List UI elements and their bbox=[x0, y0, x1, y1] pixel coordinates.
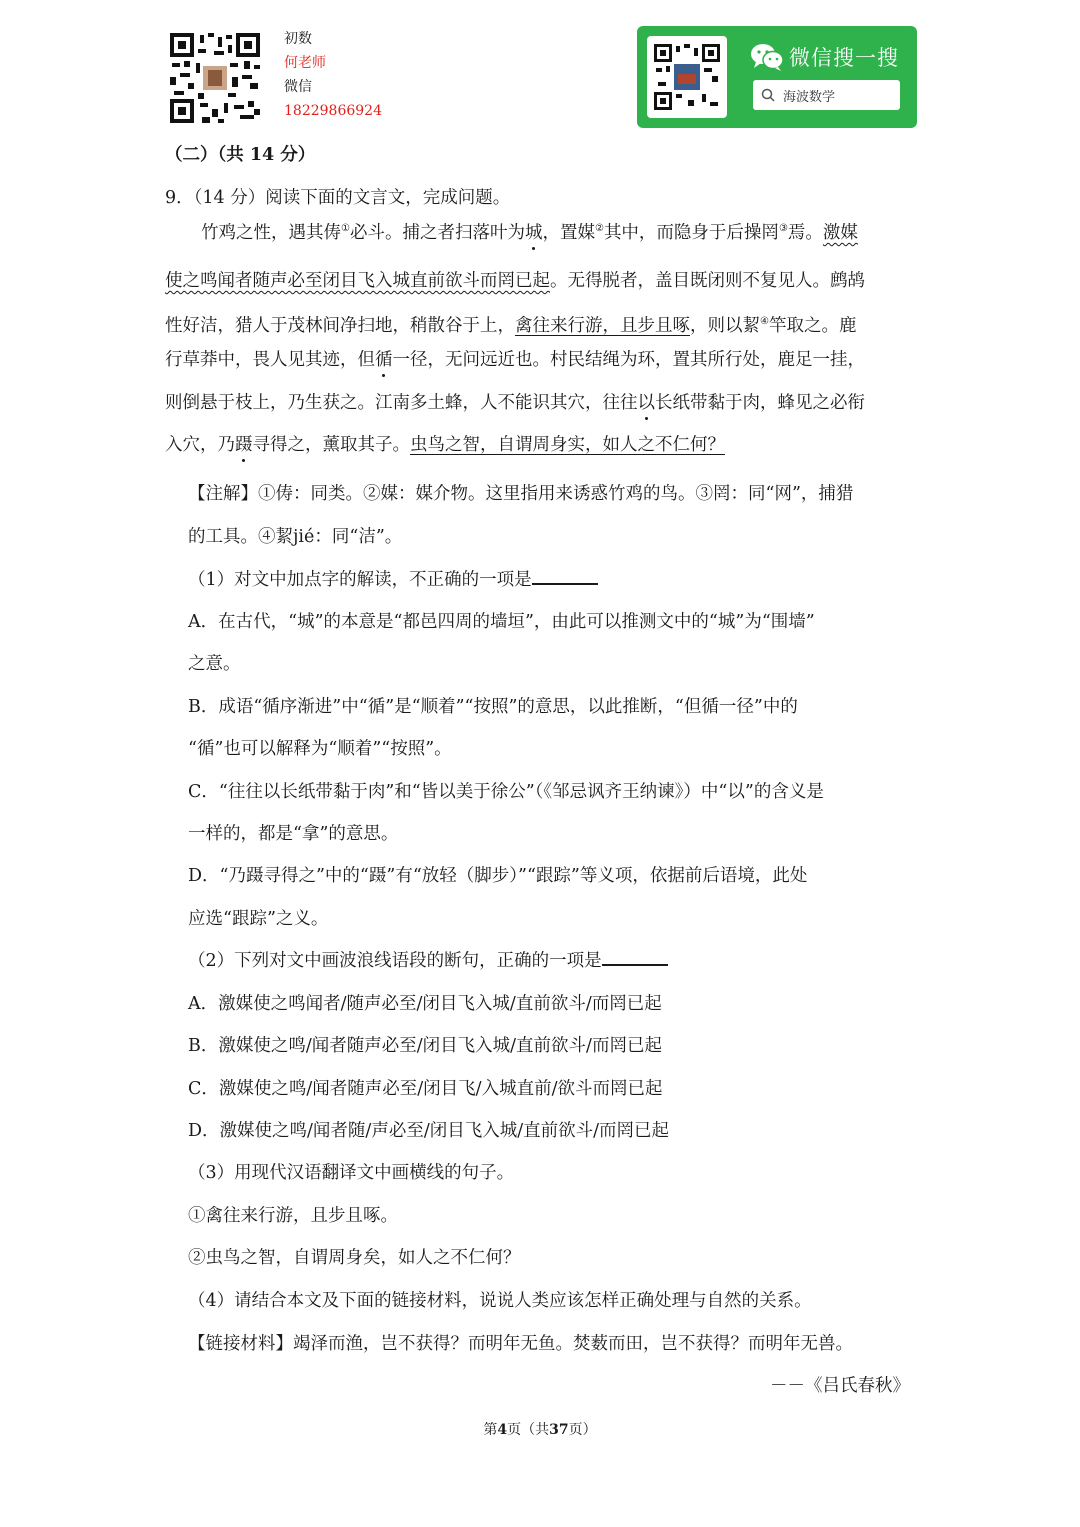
sub2-option-b: B．激媒使之鸣/闻者随声必至/闭目飞入城/直前欲斗/而罔已起 bbox=[188, 1036, 662, 1056]
wavy-underlined-text: 激媒 bbox=[822, 223, 858, 243]
sub4-stem: （4）请结合本文及下面的链接材料，说说人类应该怎样正确处理与自然的关系。 bbox=[188, 1291, 812, 1311]
wechat-logo-icon bbox=[750, 42, 784, 72]
sub1-option-b: B．成语“循序渐进”中“循”是“顺着”“按照”的意思，以此推断，“但循一径”中的 bbox=[188, 697, 798, 717]
sub1-option-b-cont: “循”也可以解释为“顺着”“按照”。 bbox=[188, 739, 452, 759]
notes-line-2: 的工具。④絜jié：同“洁”。 bbox=[188, 527, 403, 547]
wechat-qr-code bbox=[647, 36, 727, 118]
sub3-stem: （3）用现代汉语翻译文中画横线的句子。 bbox=[188, 1163, 515, 1183]
answer-blank[interactable] bbox=[602, 948, 668, 966]
sub3-item-1: ①禽往来行游，且步且啄。 bbox=[188, 1206, 398, 1226]
underlined-sentence-2: 虫鸟之智，自谓周身实，如人之不仁何？ bbox=[410, 435, 725, 455]
contact-qr-code bbox=[170, 33, 260, 123]
wechat-search-text: 海波数学 bbox=[783, 90, 836, 105]
sub1-option-d-cont: 应选“跟踪”之义。 bbox=[188, 909, 329, 929]
passage-line-3: 性好洁，猎人于茂林间净扫地，稍散谷于上，禽往来行游，且步且啄，则以絜④竿取之。鹿 bbox=[165, 316, 857, 336]
contact-wechat-label: 微信 bbox=[284, 79, 312, 95]
answer-blank[interactable] bbox=[532, 567, 598, 585]
sub1-option-c: C．“往往以长纸带黏于肉”和“皆以美于徐公”（《邹忌讽齐王纳谏》）中“以”的含义是 bbox=[188, 782, 824, 802]
page-number: 4 bbox=[497, 1422, 508, 1438]
passage-line-1: 竹鸡之性，遇其俦①必斗。捕之者扫落叶为城，置媒②其中，而隐身于后操罔③焉。激媒 bbox=[201, 223, 858, 243]
sub1-option-a: A．在古代，“城”的本意是“都邑四周的墙垣”，由此可以推测文中的“城”为“围墙” bbox=[188, 612, 815, 632]
notes-line-1: 【注解】①俦：同类。②媒：媒介物。这里指用来诱惑竹鸡的鸟。③罔：同“网”，捕猎 bbox=[188, 484, 854, 504]
link-source: －－《吕氏春秋》 bbox=[770, 1376, 910, 1396]
contact-info bbox=[284, 27, 382, 123]
sub2-option-d: D．激媒使之鸣/闻者随/声必至/闭目飞入城/直前欲斗/而罔已起 bbox=[188, 1121, 670, 1141]
question-stem: 9．（14 分）阅读下面的文言文，完成问题。 bbox=[165, 188, 511, 208]
dotted-char-xun: 循 bbox=[375, 350, 393, 370]
section-title: （二）（共 14 分） bbox=[165, 145, 316, 165]
sub2-option-c: C．激媒使之鸣/闻者随声必至/闭目飞/入城直前/欲斗而罔已起 bbox=[188, 1079, 663, 1099]
dotted-char-cheng: 城 bbox=[524, 223, 543, 243]
underlined-sentence-1: 禽往来行游，且步且啄 bbox=[515, 316, 690, 336]
sub1-stem: （1）对文中加点字的解读，不正确的一项是 bbox=[188, 566, 598, 591]
sub1-option-a-cont: 之意。 bbox=[188, 654, 241, 674]
page-total: 37 bbox=[549, 1422, 569, 1438]
sub1-option-d: D．“乃蹑寻得之”中的“蹑”有“放轻（脚步）”“跟踪”等义项，依据前后语境，此处 bbox=[188, 866, 808, 886]
wavy-underlined-text: 使之鸣闻者随声必至闭目飞入城直前欲斗而罔已起 bbox=[165, 271, 550, 291]
dotted-char-yi: 以 bbox=[637, 393, 655, 413]
wechat-search-card bbox=[637, 26, 917, 128]
dotted-char-nie: 蹑 bbox=[235, 435, 253, 455]
wechat-search-title: 微信搜一搜 bbox=[789, 46, 899, 70]
search-icon bbox=[761, 88, 775, 102]
page-footer: 第4页（共37页） bbox=[483, 1422, 597, 1438]
link-material: 【链接材料】竭泽而渔，岂不获得？而明年无鱼。焚薮而田，岂不获得？而明年无兽。 bbox=[188, 1334, 853, 1354]
contact-name: 何老师 bbox=[284, 55, 326, 71]
contact-line1: 初数 bbox=[284, 31, 312, 47]
passage-line-2: 使之鸣闻者随声必至闭目飞入城直前欲斗而罔已起。无得脱者，盖目既闭则不复见人。鹧鸪 bbox=[165, 271, 865, 291]
wechat-search-box[interactable] bbox=[753, 80, 900, 110]
passage-line-5: 则倒悬于枝上，乃生获之。江南多土蜂，人不能识其穴，往往以长纸带黏于肉，蜂见之必衔 bbox=[165, 393, 865, 413]
sub3-item-2: ②虫鸟之智，自谓周身矣，如人之不仁何？ bbox=[188, 1248, 521, 1268]
sub1-option-c-cont: 一样的，都是“拿”的意思。 bbox=[188, 824, 399, 844]
contact-phone: 18229866924 bbox=[284, 103, 382, 119]
sub2-stem: （2）下列对文中画波浪线语段的断句，正确的一项是 bbox=[188, 947, 668, 972]
sub2-option-a: A．激媒使之鸣闻者/随声必至/闭目飞入城/直前欲斗/而罔已起 bbox=[188, 994, 662, 1014]
passage-line-6: 入穴，乃蹑寻得之，薰取其子。虫鸟之智，自谓周身实，如人之不仁何？ bbox=[165, 435, 725, 455]
passage-line-4: 行草莽中，畏人见其迹，但循一径，无问远近也。村民结绳为环，置其所行处，鹿足一挂， bbox=[165, 350, 865, 370]
